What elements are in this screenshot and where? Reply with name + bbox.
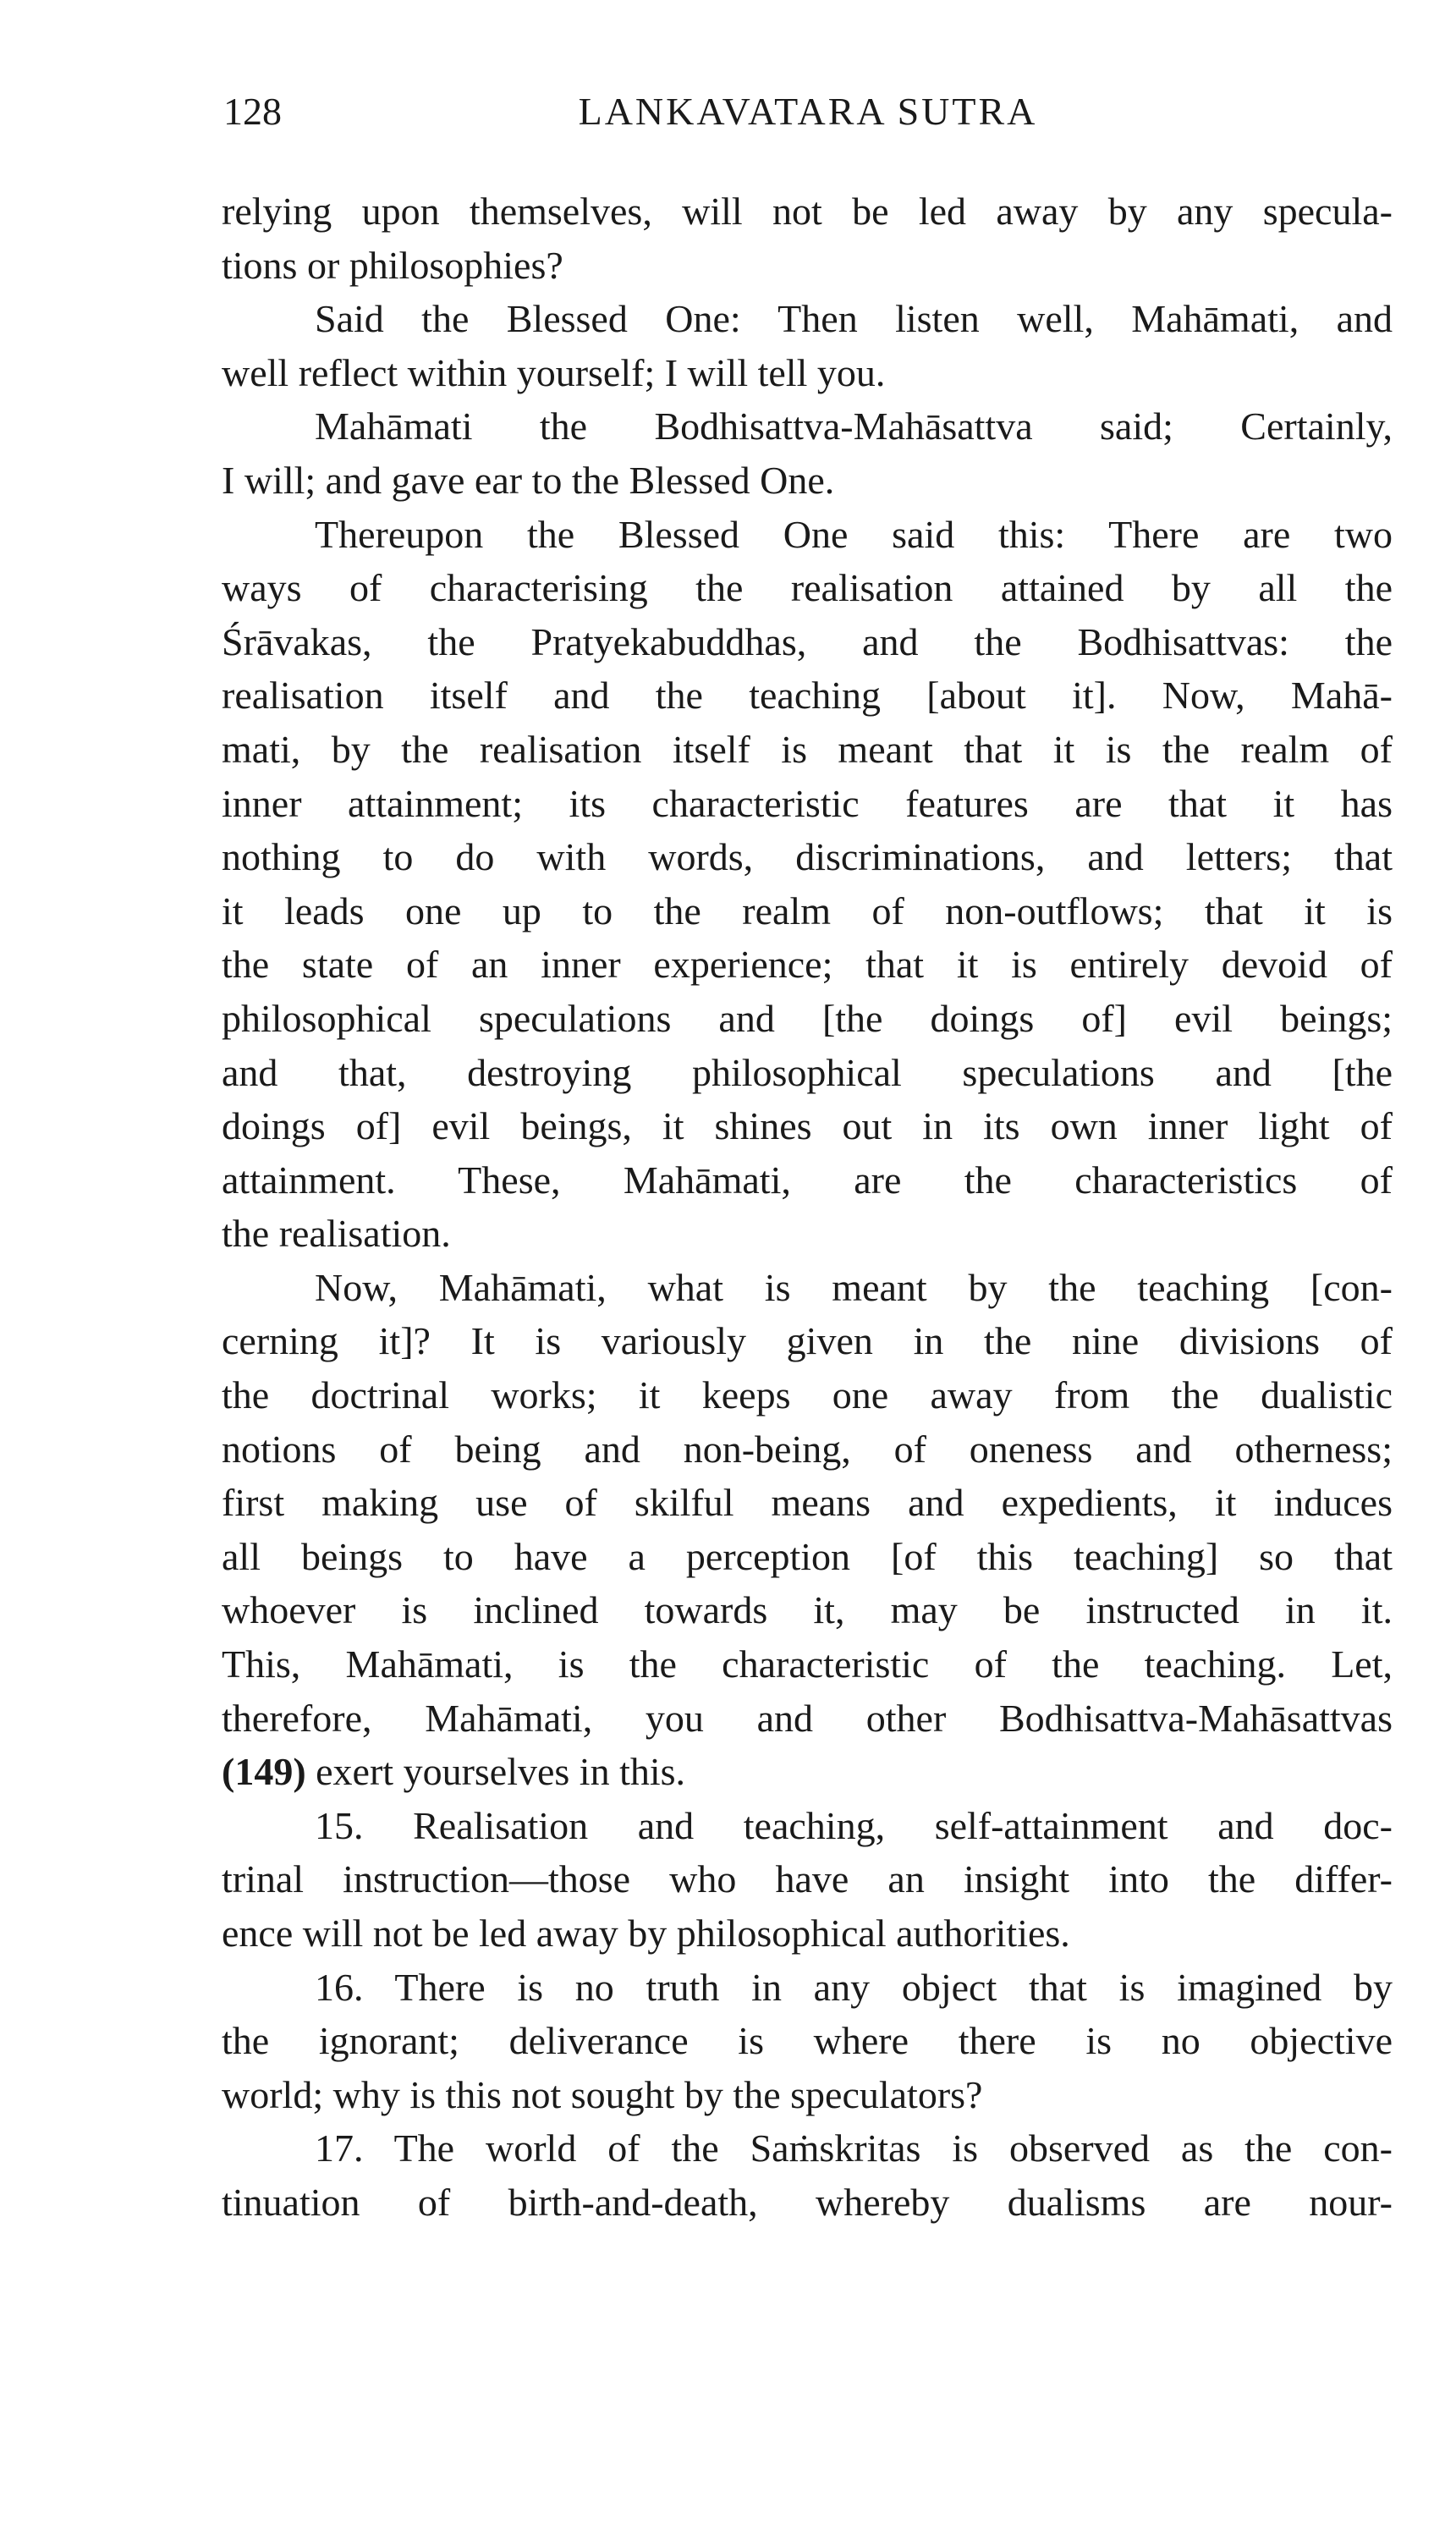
verse-line: the ignorant; deliverance is where there is no objective (222, 2019, 1393, 2063)
verse-line: trinal instruction—those who have an insight into the differ- (222, 1857, 1393, 1901)
text-line: nothing to do with words, discriminations, and letters; that (222, 835, 1393, 879)
page-number: 128 (223, 90, 282, 133)
text-line: the realisation. (222, 1212, 451, 1256)
text-line: Now, Mahāmati, what is meant by the teaching [con- (315, 1265, 1393, 1309)
text-line: doings of] evil beings, it shines out in its own inner light of (222, 1104, 1393, 1148)
text-line: ways of characterising the realisation attained by all the (222, 566, 1393, 610)
text-line: notions of being and non-being, of oneness and otherness; (222, 1427, 1393, 1471)
text-line: it leads one up to the realm of non-outflows; that it is (222, 888, 1393, 932)
text-line-with-ref (222, 1745, 1393, 1799)
text-line: This, Mahāmati, is the characteristic of the teaching. Let, (222, 1642, 1393, 1686)
text-line: Mahāmati the Bodhisattva-Mahāsattva said; Certainly, (315, 404, 1393, 448)
body-text (222, 184, 1393, 2230)
verse-line: tinuation of birth-and-death, whereby dualisms are nour- (222, 2180, 1393, 2224)
text-line: all beings to have a perception [of this teaching] so that (222, 1534, 1393, 1578)
text-line: Śrāvakas, the Pratyekabuddhas, and the Bodhisattvas: the (222, 619, 1393, 663)
text-line: attainment. These, Mahāmati, are the characteristics of (222, 1158, 1393, 1202)
marginal-reference: (149) (222, 1750, 306, 1794)
text-line: I will; and gave ear to the Blessed One. (222, 458, 835, 502)
text-line: and that, destroying philosophical speculations and [the (222, 1050, 1393, 1094)
verse-line: world; why is this not sought by the speculators? (222, 2072, 983, 2116)
verse-line: 17. The world of the Saṁskritas is observed as the con- (315, 2126, 1393, 2170)
text-line: well reflect within yourself; I will tell you. (222, 350, 886, 394)
text-line: realisation itself and the teaching [about it]. Now, Mahā- (222, 674, 1393, 718)
text-line: Thereupon the Blessed One said this: There are two (315, 512, 1393, 556)
text-line: tions or philosophies? (222, 243, 563, 287)
text-line: the doctrinal works; it keeps one away from the dualistic (222, 1373, 1393, 1417)
running-title: LANKAVATARA SUTRA (578, 90, 1038, 133)
text-line: therefore, Mahāmati, you and other Bodhisattva-Mahāsattvas (222, 1696, 1393, 1740)
text-line: cerning it]? It is variously given in the nine divisions of (222, 1319, 1393, 1363)
text-line: mati, by the realisation itself is meant that it is the realm of (222, 727, 1393, 771)
text-line: the state of an inner experience; that it is entirely devoid of (222, 943, 1393, 987)
text-line: relying upon themselves, will not be led away by any specula- (222, 190, 1393, 233)
page-header (223, 86, 1393, 137)
verse-line: ence will not be led away by philosophical authorities. (222, 1912, 1070, 1955)
text-line-content: exert yourselves in this. (316, 1750, 686, 1794)
text-line: whoever is inclined towards it, may be instructed in it. (222, 1588, 1393, 1632)
verse-line: 16. There is no truth in any object that is imagined by (315, 1965, 1393, 2009)
text-line: inner attainment; its characteristic features are that it has (222, 781, 1393, 825)
text-line: Said the Blessed One: Then listen well, Mahāmati, and (315, 297, 1393, 341)
verse-line: 15. Realisation and teaching, self-attainment and doc- (315, 1803, 1393, 1847)
text-line: first making use of skilful means and expedients, it induces (222, 1481, 1393, 1525)
text-line: philosophical speculations and [the doings of] evil beings; (222, 996, 1393, 1040)
